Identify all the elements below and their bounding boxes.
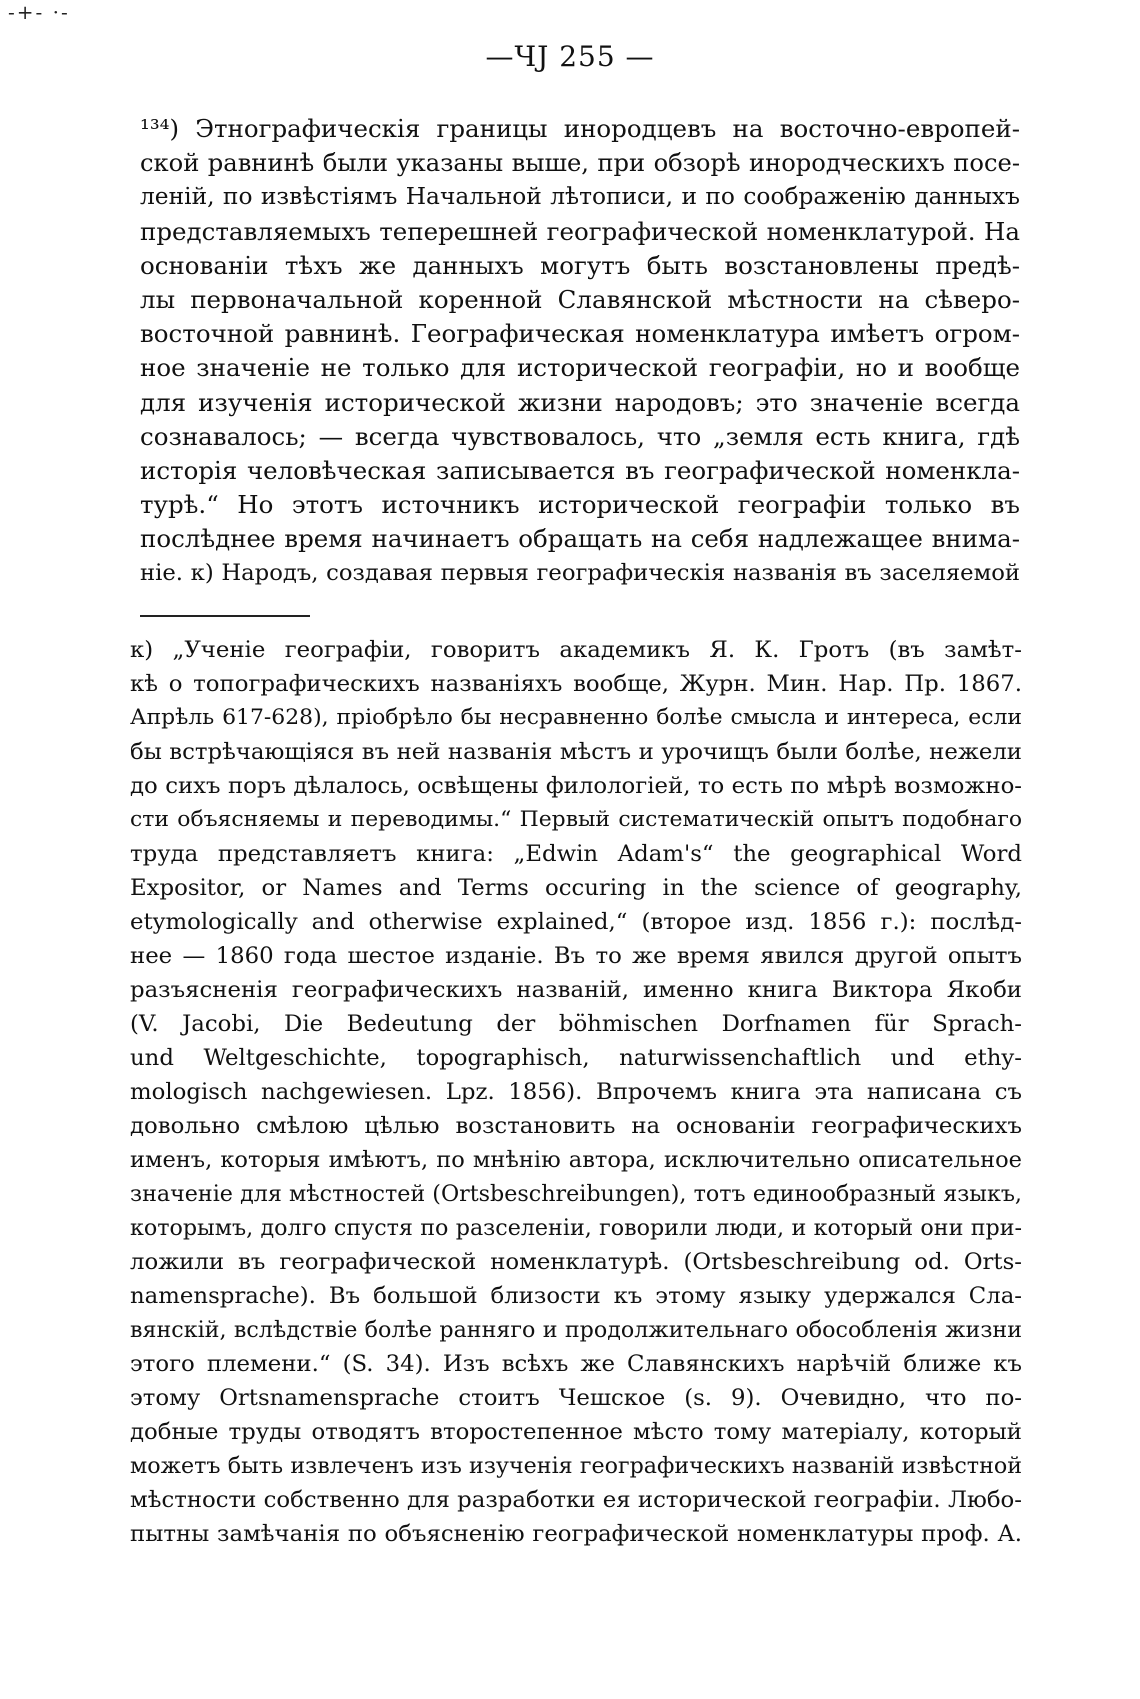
text-line: ской равнинѣ были указаны выше, при обзорѣ инородческихъ посе- bbox=[140, 149, 1020, 178]
footnote-line: этого племени.“ (S. 34). Изъ всѣхъ же Славянскихъ нарѣчій ближе къ bbox=[130, 1351, 1022, 1377]
footnote-line: разъясненія географическихъ названій, именно книга Виктора Якоби bbox=[130, 977, 1022, 1003]
footnote-line: (V. Jacobi, Die Bedeutung der böhmischen Dorfnamen für Sprach- bbox=[130, 1011, 1022, 1037]
footnote-line: труда представляетъ книга: „Edwin Adam's“ the geographical Word bbox=[130, 841, 1022, 867]
text-line: турѣ.“ Но этотъ источникъ исторической географіи только въ bbox=[140, 490, 1020, 520]
footnote-block bbox=[130, 633, 1022, 1551]
text-line: восточной равнинѣ. Географическая номенклатура имѣетъ огром- bbox=[140, 319, 1020, 349]
footnote-line: бы встрѣчающіяся въ ней названія мѣстъ и урочищъ были болѣе, нежели bbox=[130, 739, 1022, 765]
text-line: для изученія исторической жизни народовъ; это значеніе всегда bbox=[140, 387, 1020, 417]
footnote-line: до сихъ поръ дѣлалось, освѣщены филологіей, то есть по мѣрѣ возможно- bbox=[130, 773, 1022, 799]
footnote-line: можетъ быть извлеченъ изъ изученія географическихъ названій извѣстной bbox=[130, 1453, 1022, 1479]
footnote-line: значеніе для мѣстностей (Ortsbeschreibungen), тотъ единообразный языкъ, bbox=[130, 1181, 1022, 1207]
footnote-divider bbox=[140, 615, 310, 617]
footnote-line: именъ, которыя имѣютъ, по мнѣнію автора, исключительно описательное bbox=[130, 1147, 1022, 1173]
footnote-line: нее — 1860 года шестое изданіе. Въ то же время явился другой опытъ bbox=[130, 943, 1022, 969]
text-line: ніе. к) Народъ, создавая первыя географическія названія въ заселяемой bbox=[140, 560, 1020, 587]
text-line: исторія человѣческая записывается въ географической номенкла- bbox=[140, 455, 1020, 485]
text-line: основаніи тѣхъ же данныхъ могутъ быть возстановлены предѣ- bbox=[140, 250, 1020, 280]
footnote-line: Expositor, or Names and Terms occuring in the science of geography, bbox=[130, 875, 1022, 901]
footnote-line: мѣстности собственно для разработки ея исторической географіи. Любо- bbox=[130, 1487, 1022, 1513]
text-line: послѣднее время начинаетъ обращать на себя надлежащее внима- bbox=[140, 524, 1020, 554]
footnote-line: добные труды отводятъ второстепенное мѣсто тому матеріалу, который bbox=[130, 1419, 1022, 1445]
footnote-line: довольно смѣлою цѣлью возстановить на основаніи географическихъ bbox=[130, 1113, 1022, 1139]
footnote-line: und Weltgeschichte, topographisch, naturwissenchaftlich und ethy- bbox=[130, 1045, 1022, 1071]
footnote-line: mologisch nachgewiesen. Lpz. 1856). Впрочемъ книга эта написана съ bbox=[130, 1079, 1022, 1105]
text-line: представляемыхъ теперешней географической номенклатурой. На bbox=[140, 216, 1020, 246]
main-text-block bbox=[140, 112, 1020, 591]
footnote-line: ложили въ географической номенклатурѣ. (Ortsbeschreibung od. Orts- bbox=[130, 1249, 1022, 1275]
footnote-line: вянскій, вслѣдствіе болѣе ранняго и продолжительнаго обособленія жизни bbox=[130, 1317, 1022, 1343]
text-line: ¹³⁴) Этнографическія границы инородцевъ на восточно-европей- bbox=[140, 114, 1020, 143]
footnote-line: которымъ, долго спустя по разселеніи, говорили люди, и который они при- bbox=[130, 1215, 1022, 1241]
footnote-line: кѣ о топографическихъ названіяхъ вообще, Журн. Мин. Нар. Пр. 1867. bbox=[130, 671, 1022, 697]
text-line: сознавалось; — всегда чувствовалось, что „земля есть книга, гдѣ bbox=[140, 421, 1020, 451]
footnote-line: пытны замѣчанія по объясненію географической номенклатуры проф. А. bbox=[130, 1521, 1022, 1547]
page-number: —ЧJ 255 — bbox=[485, 40, 655, 73]
footnote-line: сти объясняемы и переводимы.“ Первый систематическій опытъ подобнаго bbox=[130, 807, 1022, 832]
text-line: лы первоначальной коренной Славянской мѣстности на сѣверо- bbox=[140, 284, 1020, 314]
text-line: леній, по извѣстіямъ Начальной лѣтописи, и по соображенію данныхъ bbox=[140, 183, 1020, 211]
footnote-line: к) „Ученіе географіи, говоритъ академикъ Я. К. Гротъ (въ замѣт- bbox=[130, 637, 1022, 663]
footnote-line: namensprache). Въ большой близости къ этому языку удержался Сла- bbox=[130, 1283, 1022, 1309]
text-line: ное значеніе не только для исторической географіи, но и вообще bbox=[140, 353, 1020, 383]
footnote-line: Апрѣль 617-628), пріобрѣло бы несравненно болѣе смысла и интереса, если bbox=[130, 705, 1022, 730]
footnote-line: etymologically and otherwise explained,“ (второе изд. 1856 г.): послѣд- bbox=[130, 909, 1022, 935]
corner-mark: -+- ·- bbox=[8, 0, 70, 24]
footnote-line: этому Ortsnamensprache стоитъ Чешское (s. 9). Очевидно, что по- bbox=[130, 1385, 1022, 1411]
